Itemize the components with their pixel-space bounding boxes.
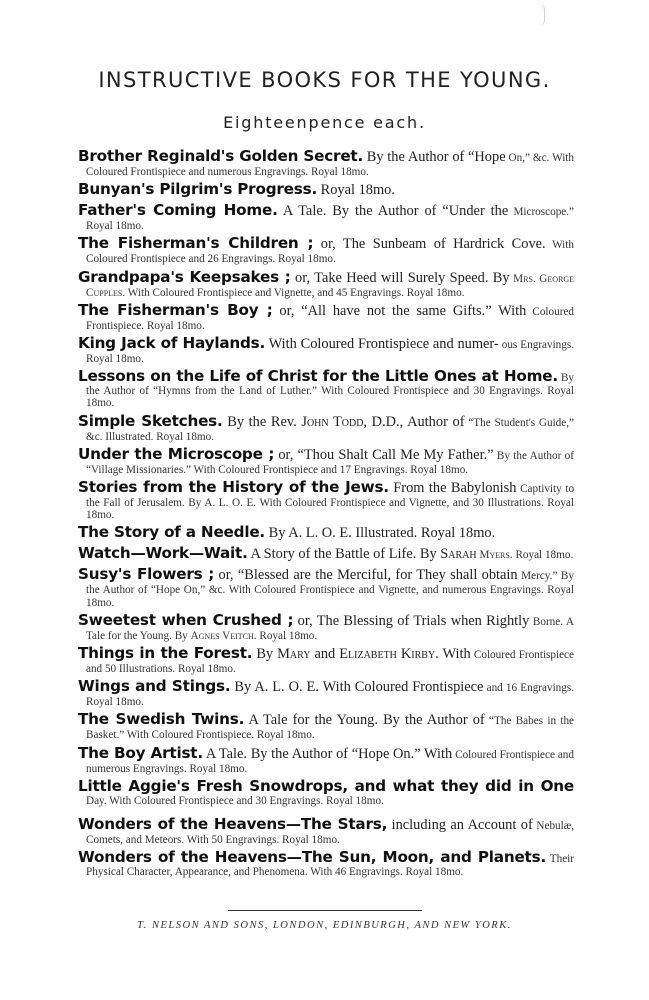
- book-entry: [78, 335, 574, 365]
- book-subtitle: Sarah: [440, 546, 477, 563]
- book-title: Father's Coming Home.: [78, 201, 278, 220]
- book-subtitle: or, The Blessing of Trials when Rightly: [293, 612, 530, 629]
- book-subtitle: or, Take Heed will Surely Speed. By: [290, 269, 510, 286]
- book-entry: [78, 645, 574, 675]
- book-description: By the Author of “Hymns from the Land of Luther.” With Coloured Frontispiece and 30 Engravings. Royal 18mo.: [86, 372, 574, 410]
- book-subtitle: and: [310, 646, 340, 663]
- book-subtitle: or, “Thou Shalt Call Me My Father.”: [274, 446, 494, 463]
- book-subtitle: or, The Sunbeam of Hardrick Cove.: [313, 236, 546, 253]
- book-description: Coloured Frontispiece and numerous Engravings. Royal 18mo.: [86, 748, 574, 775]
- book-title: Brother Reginald's Golden Secret.: [78, 147, 364, 165]
- book-description: Royal 18mo.: [256, 629, 318, 642]
- book-description: “The Student's Guide,” &c. Illustrated. Royal 18mo.: [86, 416, 575, 443]
- book-entry: [78, 849, 574, 878]
- book-description: Day. With Coloured Frontispiece and 30 Engravings. Royal 18mo.: [86, 794, 384, 807]
- book-title: Bunyan's Pilgrim's Progress.: [78, 180, 318, 199]
- book-entry: [78, 413, 574, 443]
- book-description: Coloured Frontispiece. Royal 18mo.: [86, 305, 575, 332]
- book-entry: [78, 612, 574, 642]
- book-title: The Fisherman's Boy ;: [78, 300, 273, 319]
- book-entry: [78, 778, 574, 807]
- book-list: [78, 148, 574, 881]
- book-title: Grandpapa's Keepsakes ;: [78, 267, 291, 286]
- book-title: Simple Sketches.: [78, 411, 223, 430]
- book-entry: [78, 269, 574, 299]
- book-description: Myers.: [479, 549, 513, 562]
- book-description: and 16 Engravings. Royal 18mo.: [86, 682, 575, 709]
- book-description: Microscope.” Royal 18mo.: [86, 206, 575, 233]
- book-entry: [78, 566, 574, 608]
- book-description: “The Babes in the Basket.” With Coloured Frontispiece. Royal 18mo.: [86, 715, 575, 742]
- price-subtitle: Eighteenpence each.: [223, 113, 426, 132]
- book-subtitle: From the Babylonish: [388, 480, 517, 497]
- book-description: Agnes Veitch.: [190, 629, 257, 642]
- book-entry: [78, 148, 574, 178]
- book-entry: [78, 745, 574, 775]
- book-title: Under the Microscope ;: [78, 444, 275, 463]
- book-entry: [78, 524, 574, 542]
- book-subtitle: John Todd,: [301, 413, 368, 430]
- book-entry: [78, 202, 574, 232]
- book-title: King Jack of Haylands.: [78, 334, 266, 353]
- book-subtitle: Mary: [277, 646, 311, 663]
- book-subtitle: or, “Blessed are the Merciful, for They shall obtain: [214, 567, 518, 584]
- book-subtitle: A Tale. By the Author of “Under the: [277, 203, 509, 220]
- book-subtitle: By A. L. O. E. With Coloured Frontispiece: [230, 679, 484, 696]
- book-description: Borne. A Tale for the Young. By: [86, 615, 575, 642]
- book-subtitle: A Story of the Battle of Life. By: [247, 546, 441, 563]
- publisher-footer: T. NELSON AND SONS, LONDON, EDINBURGH, AND NEW YORK.: [137, 920, 512, 931]
- book-title: Wonders of the Heavens—The Stars,: [78, 815, 388, 834]
- book-subtitle: A Tale. By the Author of “Hope On.” With: [202, 745, 453, 762]
- book-subtitle: By the Author of “Hope: [363, 149, 506, 165]
- book-subtitle: With: [438, 646, 471, 663]
- book-subtitle: A Tale for the Young. By the Author of: [244, 712, 485, 729]
- book-entry: [78, 446, 574, 476]
- book-subtitle: D.D., Author of: [367, 413, 465, 430]
- footer-rule: [228, 910, 422, 911]
- book-description: Captivity to the Fall of Jerusalem. By A. L. O. E. With Coloured Frontispiece and Vignette, and 30 Illustrations. Royal 18mo.: [86, 483, 575, 522]
- book-title: Things in the Forest.: [78, 644, 253, 663]
- book-entry: [78, 711, 574, 741]
- book-subtitle: including an Account of: [387, 817, 533, 834]
- book-title: The Story of a Needle.: [78, 523, 265, 542]
- book-entry: [78, 479, 574, 521]
- book-entry: [78, 235, 574, 265]
- book-title: The Boy Artist.: [78, 743, 203, 762]
- book-title: Little Aggie's Fresh Snowdrops, and what they did in One: [78, 776, 574, 795]
- book-description: By the Author of “Village Missionaries.” With Coloured Frontispiece and 17 Engravings. Royal 18mo.: [86, 449, 574, 476]
- book-entry: [78, 302, 574, 332]
- book-title: Sweetest when Crushed ;: [78, 610, 294, 629]
- book-subtitle: Royal 18mo.: [317, 182, 395, 199]
- book-description: Mrs. George Cupples.: [86, 272, 574, 299]
- book-entry: [78, 816, 574, 846]
- book-description: On,” &c. With Coloured Frontispiece and numerous Engravings. Royal 18mo.: [86, 152, 574, 178]
- book-entry: [78, 678, 574, 708]
- book-title: The Fisherman's Children ;: [78, 234, 314, 253]
- book-title: Wings and Stings.: [78, 677, 231, 696]
- book-title: Lessons on the Life of Christ for the Little Ones at Home.: [78, 367, 558, 386]
- book-description: Their Physical Character, Appearance, and Phenomena. With 46 Engravings. Royal 18mo.: [86, 853, 574, 879]
- book-description: Royal 18mo.: [512, 549, 574, 562]
- book-subtitle: or, “All have not the same Gifts.” With: [272, 302, 527, 319]
- book-description: ous Engravings. Royal 18mo.: [86, 339, 575, 366]
- book-title: Watch—Work—Wait.: [78, 544, 248, 563]
- book-entry: [78, 368, 574, 409]
- book-subtitle: By A. L. O. E. Illustrated. Royal 18mo.: [265, 525, 496, 542]
- book-description: Mercy.” By the Author of “Hope On,” &c. With Coloured Frontispiece and Vignette, and numerous Engravings. Royal 18mo.: [86, 570, 574, 609]
- book-title: The Swedish Twins.: [78, 710, 245, 729]
- book-description: Nebulæ, Comets, and Meteors. With 50 Engravings. Royal 18mo.: [86, 820, 575, 847]
- book-subtitle: By: [252, 646, 278, 663]
- book-description: Coloured Frontispiece and 50 Illustrations. Royal 18mo.: [86, 649, 574, 676]
- book-subtitle: By the Rev.: [222, 413, 302, 430]
- book-entry: [78, 545, 574, 563]
- page-title: INSTRUCTIVE BOOKS FOR THE YOUNG.: [98, 68, 551, 92]
- book-subtitle: With Coloured Frontispiece and numer-: [265, 336, 499, 353]
- book-title: Susy's Flowers ;: [78, 565, 215, 584]
- book-description: With Coloured Frontispiece and Vignette, and 45 Engravings. Royal 18mo.: [125, 286, 465, 299]
- book-subtitle: Elizabeth Kirby.: [339, 646, 439, 663]
- page-corner-mark: [538, 4, 545, 26]
- book-title: Wonders of the Heavens—The Sun, Moon, and Planets.: [78, 848, 547, 867]
- book-title: Stories from the History of the Jews.: [78, 478, 389, 497]
- book-description: With Coloured Frontispiece and 26 Engravings. Royal 18mo.: [86, 239, 574, 266]
- book-entry: [78, 181, 574, 199]
